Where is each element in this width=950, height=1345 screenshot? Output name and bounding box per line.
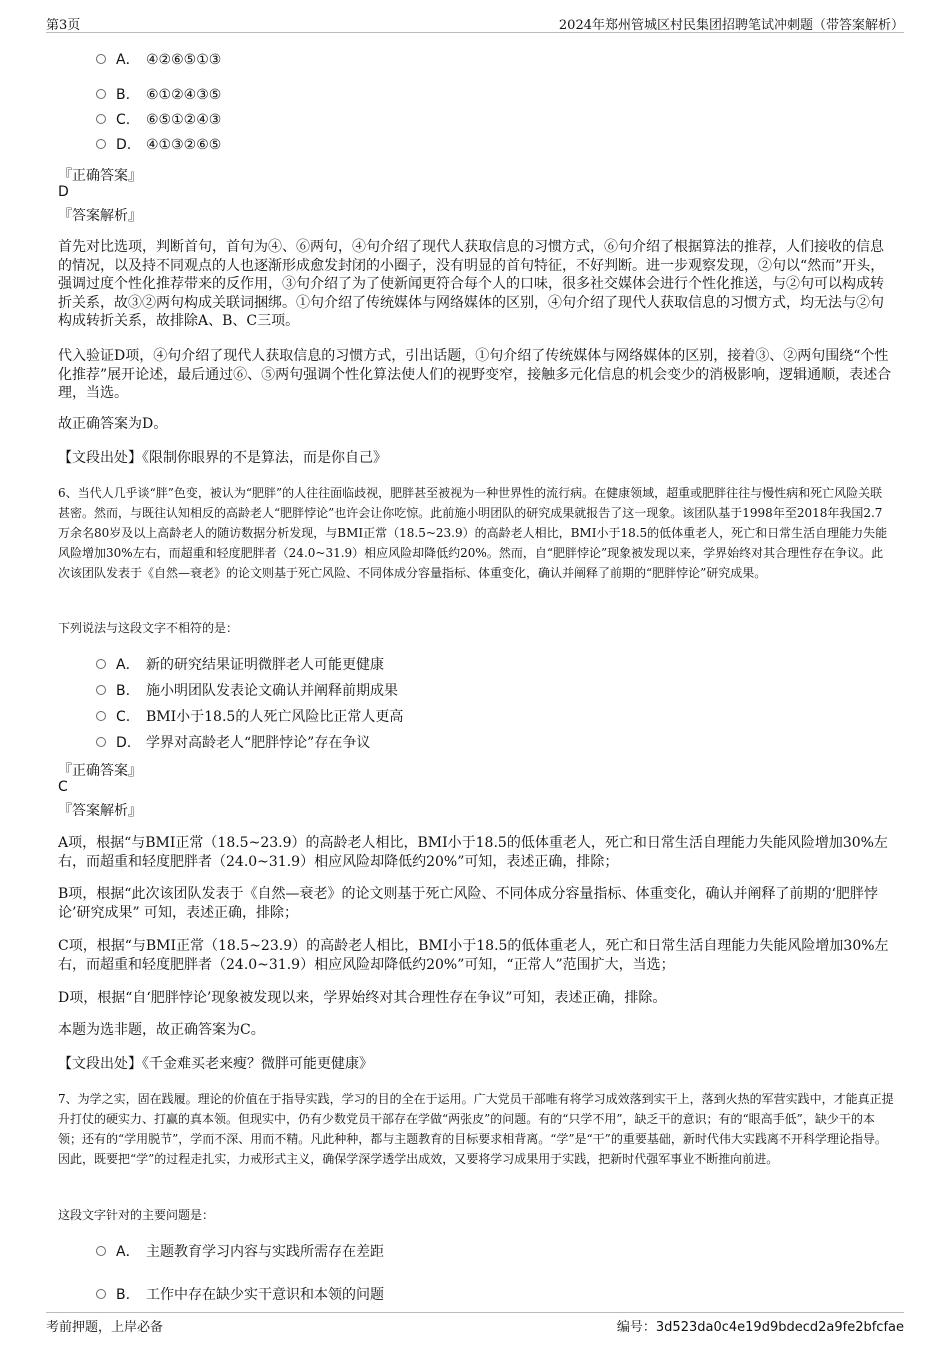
page-footer: [46, 1312, 904, 1335]
q6-analysis-paragraph: B项，根据“此次该团队发表于《自然—衰老》的论文则基于死亡风险、不同体成分容量指标、体重变化，确认并阐释了前期的‘肥胖悖论’研究成果” 可知，表述正确，排除；: [58, 886, 878, 921]
q5-option-d[interactable]: D. ④①③②⑥⑤: [96, 137, 221, 153]
radio-icon[interactable]: [96, 1246, 106, 1256]
footer-slogan: 考前押题，上岸必备: [46, 1320, 164, 1335]
q7-option-a[interactable]: A． 主题教育学习内容与实践所需存在差距: [96, 1241, 384, 1261]
q6-analysis-label: 『答案解析』: [58, 803, 142, 819]
q5-answer: D: [58, 184, 69, 200]
q5-option-c[interactable]: C. ⑥⑤①②④③: [96, 112, 221, 128]
q6-option-c[interactable]: C. BMI小于18.5的人死亡风险比正常人更高: [96, 706, 403, 726]
q7-option-b[interactable]: B. 工作中存在缺少实干意识和本领的问题: [96, 1284, 384, 1304]
radio-icon[interactable]: [96, 659, 106, 669]
radio-icon[interactable]: [96, 54, 106, 64]
q5-analysis-label: 『答案解析』: [58, 208, 142, 224]
document-title: 2024年郑州管城区村民集团招聘笔试冲刺题（带答案解析）: [558, 18, 904, 33]
q5-source: 【文段出处】《限制你眼界的不是算法，而是你自己》: [58, 450, 387, 466]
q6-option-b[interactable]: B. 施小明团队发表论文确认并阐释前期成果: [96, 680, 398, 700]
q6-source: 【文段出处】《千金难买老来瘦？微胖可能更健康》: [58, 1056, 373, 1072]
q6-option-d[interactable]: D. 学界对高龄老人“肥胖悖论”存在争议: [96, 732, 370, 752]
q5-option-b[interactable]: B. ⑥①②④③⑤: [96, 87, 221, 103]
radio-icon[interactable]: [96, 139, 106, 149]
q6-analysis-paragraph: C项，根据“与BMI正常（18.5~23.9）的高龄老人相比，BMI小于18.5的低体重老人，死亡和日常生活自理能力失能风险增加30%左右，而超重和轻度肥胖者（24.0~31.9）相应风险却降低约20%”可知，“正常人”范围扩大，当选；: [58, 938, 889, 973]
radio-icon[interactable]: [96, 685, 106, 695]
q6-answer-label: 『正确答案』: [58, 763, 142, 779]
footer-id: 编号：3d523da0c4e19d9bdecd2a9fe2bfcfae: [616, 1320, 904, 1335]
page-number: 第3页: [46, 18, 81, 33]
radio-icon[interactable]: [96, 711, 106, 721]
q6-conclusion: 本题为选非题，故正确答案为C。: [58, 1022, 265, 1038]
q6-prompt: 下列说法与这段文字不相符的是：: [58, 621, 239, 635]
q5-analysis-paragraph: 首先对比选项，判断首句，首句为④、⑥两句，④句介绍了现代人获取信息的习惯方式，⑥句介绍了根据算法的推荐，人们接收的信息的情况，以及持不同观点的人也逐渐形成愈发封闭的小圈子，没有明显的首句特征，不好判断。进一步观察发现，②句以“然而”开头，强调过度个性化推荐带来的反作用，③句介绍了为了使新闻更符合每个人的口味，很多社交媒体会进行个性化推送，与②句可以构成转折关系，故③②两句构成关联词捆绑。①句介绍了传统媒体与网络媒体的区别，④句介绍了现代人获取信息的习惯方式，均无法与②句构成转折关系，故排除A、B、C三项。: [58, 239, 885, 329]
q6-analysis-paragraph: A项，根据“与BMI正常（18.5~23.9）的高龄老人相比，BMI小于18.5的低体重老人，死亡和日常生活自理能力失能风险增加30%左右，而超重和轻度肥胖者（24.0~31.9）相应风险却降低约20%”可知，表述正确，排除；: [58, 835, 888, 870]
radio-icon[interactable]: [96, 89, 106, 99]
q5-conclusion: 故正确答案为D。: [58, 416, 168, 432]
q5-answer-label: 『正确答案』: [58, 168, 142, 184]
q6-stem: 6、当代人几乎谈“胖”色变，被认为“肥胖”的人往往面临歧视，肥胖甚至被视为一种世界性的流行病。在健康领域，超重或肥胖往往与慢性病和死亡风险关联甚密。然而，与既往认知相反的高龄老人“肥胖悖论”也许会让你吃惊。此前施小明团队的研究成果就报告了这一现象。该团队基于1998年至2018年我国2.7万余名80岁及以上高龄老人的随访数据分析发现，与BMI正常（18.5~23.9）的高龄老人相比，BMI小于18.5的低体重老人，死亡和日常生活自理能力失能风险增加30%左右，而超重和轻度肥胖者（24.0~31.9）相应风险却降低约20%。然而，自“肥胖悖论”现象被发现以来，学界始终对其合理性存在争议。此次该团队发表于《自然—衰老》的论文则基于死亡风险、不同体成分容量指标、体重变化，确认并阐释了前期的“肥胖悖论”研究成果。: [58, 486, 888, 580]
q6-option-a[interactable]: A． 新的研究结果证明微胖老人可能更健康: [96, 654, 384, 674]
q7-stem: 7、为学之实，固在践履。理论的价值在于指导实践，学习的目的全在于运用。广大党员干部唯有将学习成效落到实干上，落到火热的军营实践中，才能真正提升打仗的硬实力、打赢的真本领。但现实中，仍有少数党员干部存在学做“两张皮”的问题。有的“只学不用”，缺乏干的意识；有的“眼高手低”，缺少干的本领；还有的“学用脱节”，学而不深、用而不精。凡此种种，都与主题教育的目标要求相背离。“学”是“干”的重要基础，新时代伟大实践离不开科学理论指导。因此，既要把“学”的过程走扎实，力戒形式主义，确保学深学透学出成效，又要将学习成果用于实践，把新时代强军事业不断推向前进。: [58, 1092, 894, 1166]
page-header: [46, 12, 904, 33]
q5-option-a[interactable]: A． ④②⑥⑤①③: [96, 49, 221, 69]
radio-icon[interactable]: [96, 114, 106, 124]
q5-analysis-paragraph: 代入验证D项，④句介绍了现代人获取信息的习惯方式，引出话题，①句介绍了传统媒体与网络媒体的区别，接着③、②两句围绕“个性化推荐”展开论述，最后通过⑥、⑤两句强调个性化算法使人们的视野变窄，接触多元化信息的机会变少的消极影响，逻辑通顺，表述合理，当选。: [58, 348, 892, 401]
radio-icon[interactable]: [96, 737, 106, 747]
q6-analysis-paragraph: D项，根据“自‘肥胖悖论’现象被发现以来，学界始终对其合理性存在争议”可知，表述正确，排除。: [58, 990, 667, 1006]
q6-answer: C: [58, 779, 68, 795]
radio-icon[interactable]: [96, 1289, 106, 1299]
q7-prompt: 这段文字针对的主要问题是：: [58, 1208, 215, 1222]
